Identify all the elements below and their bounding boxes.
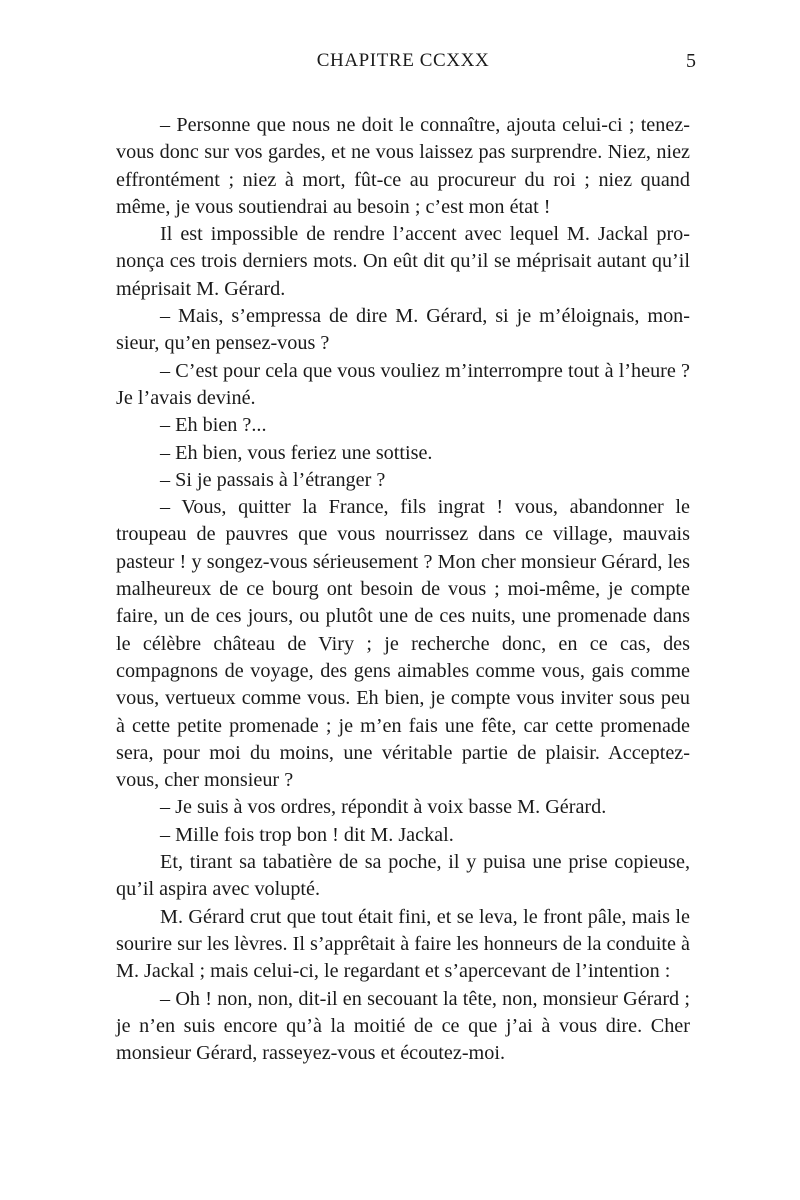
paragraph: – Oh ! non, non, dit-il en secouant la tête, non, monsieur Gérard ; je n’en suis encore qu’à la moitié de ce que j’ai à vous dire. Cher monsieur Gérard, rasseyez-vous et écoutez-moi. [116, 987, 690, 1065]
body-text [116, 112, 690, 1067]
paragraph: – Eh bien ?... [160, 414, 267, 437]
chapter-title: CHAPITRE CCXXX [316, 50, 490, 71]
paragraph: – Mais, s’empressa de dire M. Gérard, si je m’éloignais, monsieur, qu’en pensez-vous ? [116, 305, 690, 355]
paragraph: – Eh bien, vous feriez une sottise. [160, 441, 433, 464]
running-head [110, 50, 696, 80]
paragraph: – Mille fois trop bon ! dit M. Jackal. [160, 823, 454, 846]
paragraph: M. Gérard crut que tout était fini, et se leva, le front pâle, mais le sourire sur les lèvres. Il s’apprêtait à faire les honneurs de la conduite à M. Jackal ; mais celui-ci, le regardant et s’apercevant de l’intention : [116, 905, 691, 983]
paragraph: – C’est pour cela que vous vouliez m’interrompre tout à l’heure ? Je l’avais deviné. [116, 359, 690, 409]
paragraph: – Si je passais à l’étranger ? [160, 468, 386, 491]
paragraph: – Je suis à vos ordres, répondit à voix basse M. Gérard. [160, 796, 607, 819]
paragraph: – Personne que nous ne doit le connaître, ajouta celui-ci ; tenez-vous donc sur vos gardes, et ne vous laissez pas surprendre. Niez, niez effrontément ; niez à mort, fût-ce au procureur du roi ; niez quand même, je vous soutiendrai au besoin ; c’est mon état ! [116, 114, 690, 218]
paragraph: Il est impossible de rendre l’accent avec lequel M. Jackal prononça ces trois derniers mots. On eût dit qu’il se méprisait autant qu’il méprisait M. Gérard. [116, 223, 690, 300]
paragraph: – Vous, quitter la France, fils ingrat ! vous, abandonner le troupeau de pauvres que vous nourrissez dans ce village, mauvais pasteur ! y songez-vous sérieusement ? Mon cher monsieur Gérard, les malheureux de ce bourg ont besoin de vous ; moi-même, je compte faire, un de ces jours, ou plutôt une de ces nuits, une promenade dans le célèbre château de Viry ; je recherche donc, en ce cas, des compagnons de voyage, des gens aimables comme vous, gais comme vous, vertueux comme vous. Eh bien, je compte vous inviter sous peu à cette petite promenade ; je m’en fais une fête, car cette promenade sera, pour moi du moins, une véritable partie de plaisir. Acceptez-vous, cher monsieur ? [116, 496, 690, 792]
page-number: 5 [686, 50, 696, 72]
paragraph: Et, tirant sa tabatière de sa poche, il y puisa une prise copieuse, qu’il aspira avec volupté. [116, 851, 690, 901]
